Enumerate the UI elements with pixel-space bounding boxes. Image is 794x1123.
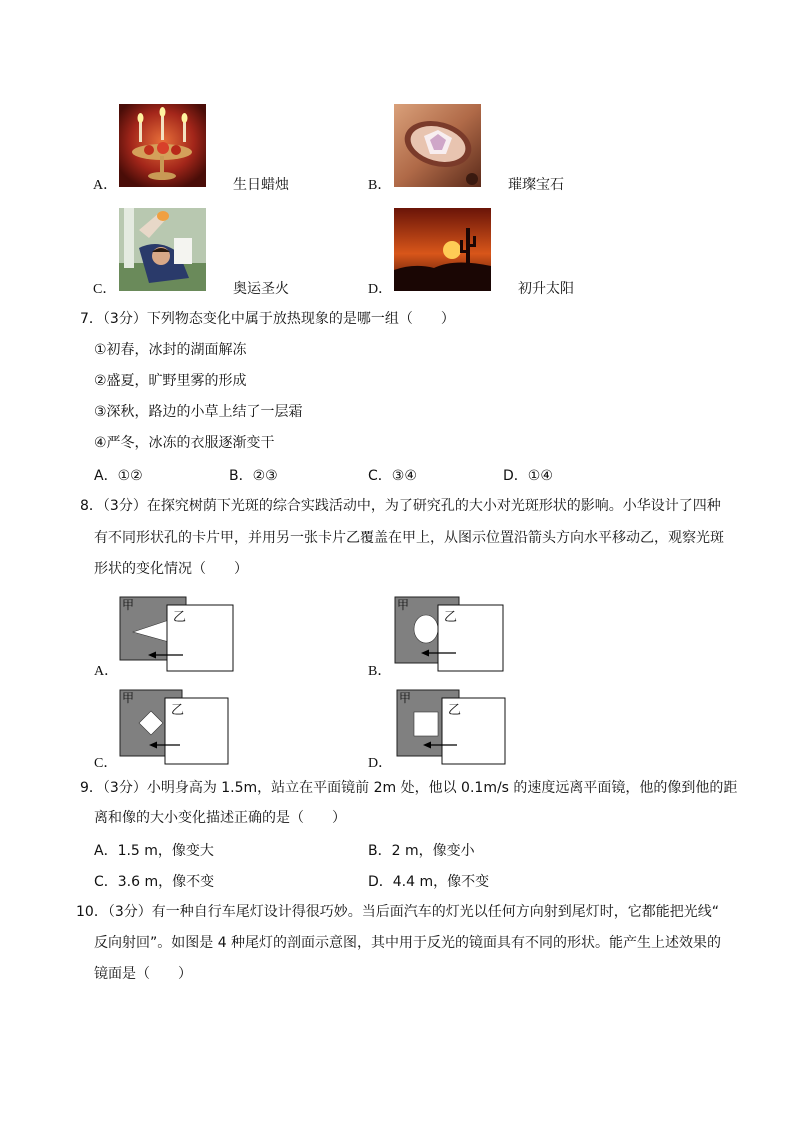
q8-stem-line-2: 有不同形状孔的卡片甲，并用另一张卡片乙覆盖在甲上，从图示位置沿箭头方向水平移动乙，观察光斑	[94, 530, 724, 546]
q8-c-card-jia-label: 甲	[122, 691, 135, 705]
q8-option-b-letter[interactable]: B．	[368, 664, 392, 679]
q8-option-d-letter[interactable]: D．	[368, 756, 393, 771]
q8-d-card-yi-label: 乙	[448, 703, 462, 718]
q7-item-3: ③深秋，路边的小草上结了一层霜	[94, 404, 303, 420]
square-hole-icon	[414, 712, 438, 736]
q10-stem-line-2: 反向射回”。如图是 4 种尾灯的剖面示意图，其中用于反光的镜面具有不同的形状。能产生上述效果的	[94, 935, 722, 951]
q9-stem-line-1: 9．（3分）小明身高为 1.5m，站立在平面镜前 2m 处，他以 0.1m/s 的速度远离平面镜，他的像到他的距	[80, 780, 738, 796]
q7-stem: 7．（3分）下列物态变化中属于放热现象的是哪一组（ ）	[80, 311, 455, 327]
circle-hole-icon	[414, 615, 438, 643]
q8-d-card-jia-label: 甲	[399, 691, 412, 705]
q8-c-card-yi-label: 乙	[171, 703, 185, 718]
torch-photo-icon	[119, 208, 206, 291]
q7-option-d[interactable]: D．①④	[503, 468, 553, 484]
q10-stem-line-1: 10．（3分）有一种自行车尾灯设计得很巧妙。当后面汽车的灯光以任何方向射到尾灯时，它都能把光线“	[76, 904, 719, 920]
q6-option-c-caption: 奥运圣火	[233, 281, 289, 297]
q6-option-a-letter[interactable]: A．	[93, 178, 118, 193]
q8-b-card-yi-label: 乙	[444, 610, 458, 625]
q9-option-d[interactable]: D．4.4 m，像不变	[368, 874, 490, 890]
q9-option-a[interactable]: A．1.5 m，像变大	[94, 843, 214, 859]
q8-figure-c	[119, 689, 237, 769]
q7-item-1: ①初春，冰封的湖面解冻	[94, 342, 247, 358]
q6-option-b-letter[interactable]: B．	[368, 178, 392, 193]
q9-option-c[interactable]: C．3.6 m，像不变	[94, 874, 215, 890]
q6-option-b-caption: 璀璨宝石	[508, 177, 564, 193]
q8-stem-line-1: 8．（3分）在探究树荫下光斑的综合实践活动中，为了研究孔的大小对光斑形状的影响。小华设计了四种	[80, 498, 721, 514]
q8-figure-b	[394, 596, 512, 676]
q8-option-a-letter[interactable]: A．	[94, 664, 119, 679]
q8-option-c-letter[interactable]: C．	[94, 756, 118, 771]
q7-option-a[interactable]: A．①②	[94, 468, 143, 484]
q9-option-b[interactable]: B．2 m，像变小	[368, 843, 475, 859]
q8-figure-d	[396, 689, 514, 769]
candles-photo-icon	[119, 104, 206, 187]
q7-option-c[interactable]: C．③④	[368, 468, 417, 484]
q6-option-d-letter[interactable]: D．	[368, 282, 393, 297]
q8-figure-a	[119, 596, 237, 676]
q10-stem-line-3: 镜面是（ ）	[94, 966, 192, 982]
q8-a-card-jia-label: 甲	[122, 598, 135, 612]
q7-item-2: ②盛夏，旷野里雾的形成	[94, 373, 247, 389]
q7-option-b[interactable]: B．②③	[229, 468, 278, 484]
q6-option-a-caption: 生日蜡烛	[233, 177, 289, 193]
gem-photo-icon	[394, 104, 481, 187]
q6-option-c-letter[interactable]: C．	[93, 282, 117, 297]
q9-stem-line-2: 离和像的大小变化描述正确的是（ ）	[94, 810, 346, 826]
q8-stem-line-3: 形状的变化情况（ ）	[94, 561, 248, 577]
sunrise-photo-icon	[394, 208, 491, 291]
q7-item-4: ④严冬，冰冻的衣服逐渐变干	[94, 435, 275, 451]
q8-b-card-jia-label: 甲	[397, 598, 410, 612]
q8-a-card-yi-label: 乙	[173, 610, 187, 625]
q6-option-d-caption: 初升太阳	[518, 281, 574, 297]
